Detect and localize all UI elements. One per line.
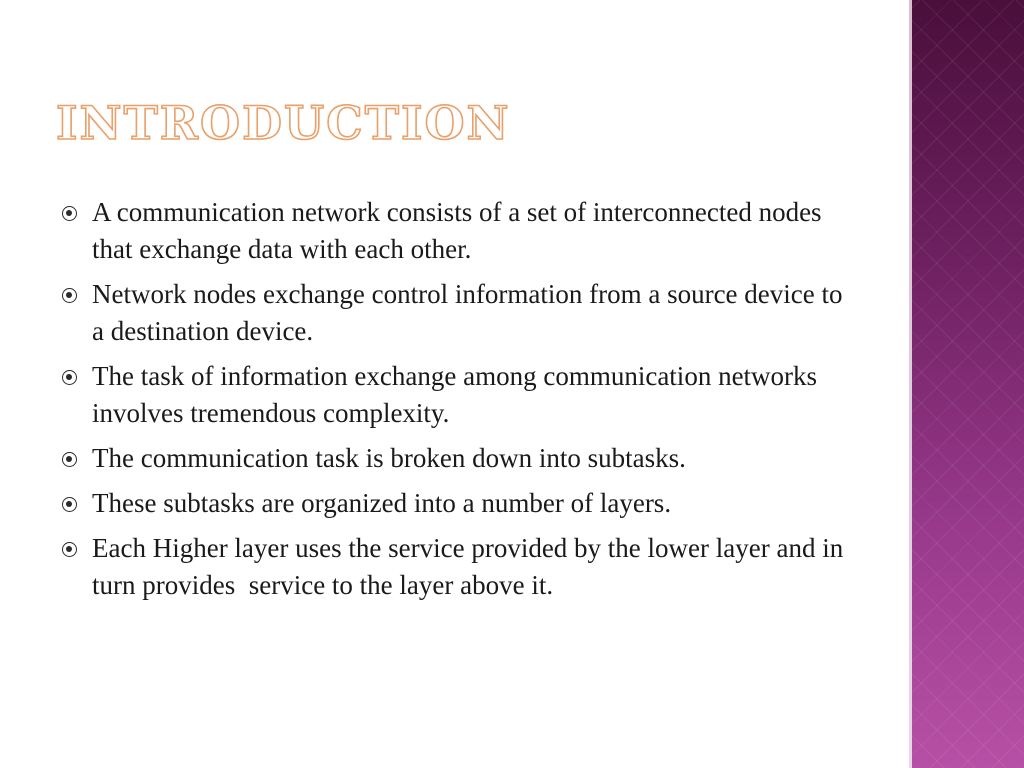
slide-title: INTRODUCTION — [56, 96, 511, 150]
bullet-text: Each Higher layer uses the service provided by the lower layer and in turn provides service to the layer above it. — [92, 533, 850, 600]
bullet-list — [62, 194, 852, 612]
bullet-text: The communication task is broken down into subtasks. — [92, 443, 686, 473]
bullet-item — [62, 530, 852, 604]
bullet-text: These subtasks are organized into a number of layers. — [92, 488, 672, 518]
bullet-item — [62, 358, 852, 432]
bullet-text: The task of information exchange among communication networks involves tremendous complexity. — [92, 361, 824, 428]
bullet-item — [62, 194, 852, 268]
radio-bullet-icon — [62, 370, 77, 385]
radio-bullet-icon — [62, 288, 77, 303]
side-band-edge — [909, 0, 912, 768]
radio-bullet-icon — [62, 452, 77, 467]
bullet-text: Network nodes exchange control information from a source device to a destination device. — [92, 279, 850, 346]
radio-bullet-icon — [62, 497, 77, 512]
bullet-item — [62, 485, 852, 522]
bullet-text: A communication network consists of a set of interconnected nodes that exchange data with each other. — [92, 197, 829, 264]
bullet-item — [62, 440, 852, 477]
radio-bullet-icon — [62, 542, 77, 557]
bullet-item — [62, 276, 852, 350]
radio-bullet-icon — [62, 206, 77, 221]
decorative-side-band — [912, 0, 1024, 768]
